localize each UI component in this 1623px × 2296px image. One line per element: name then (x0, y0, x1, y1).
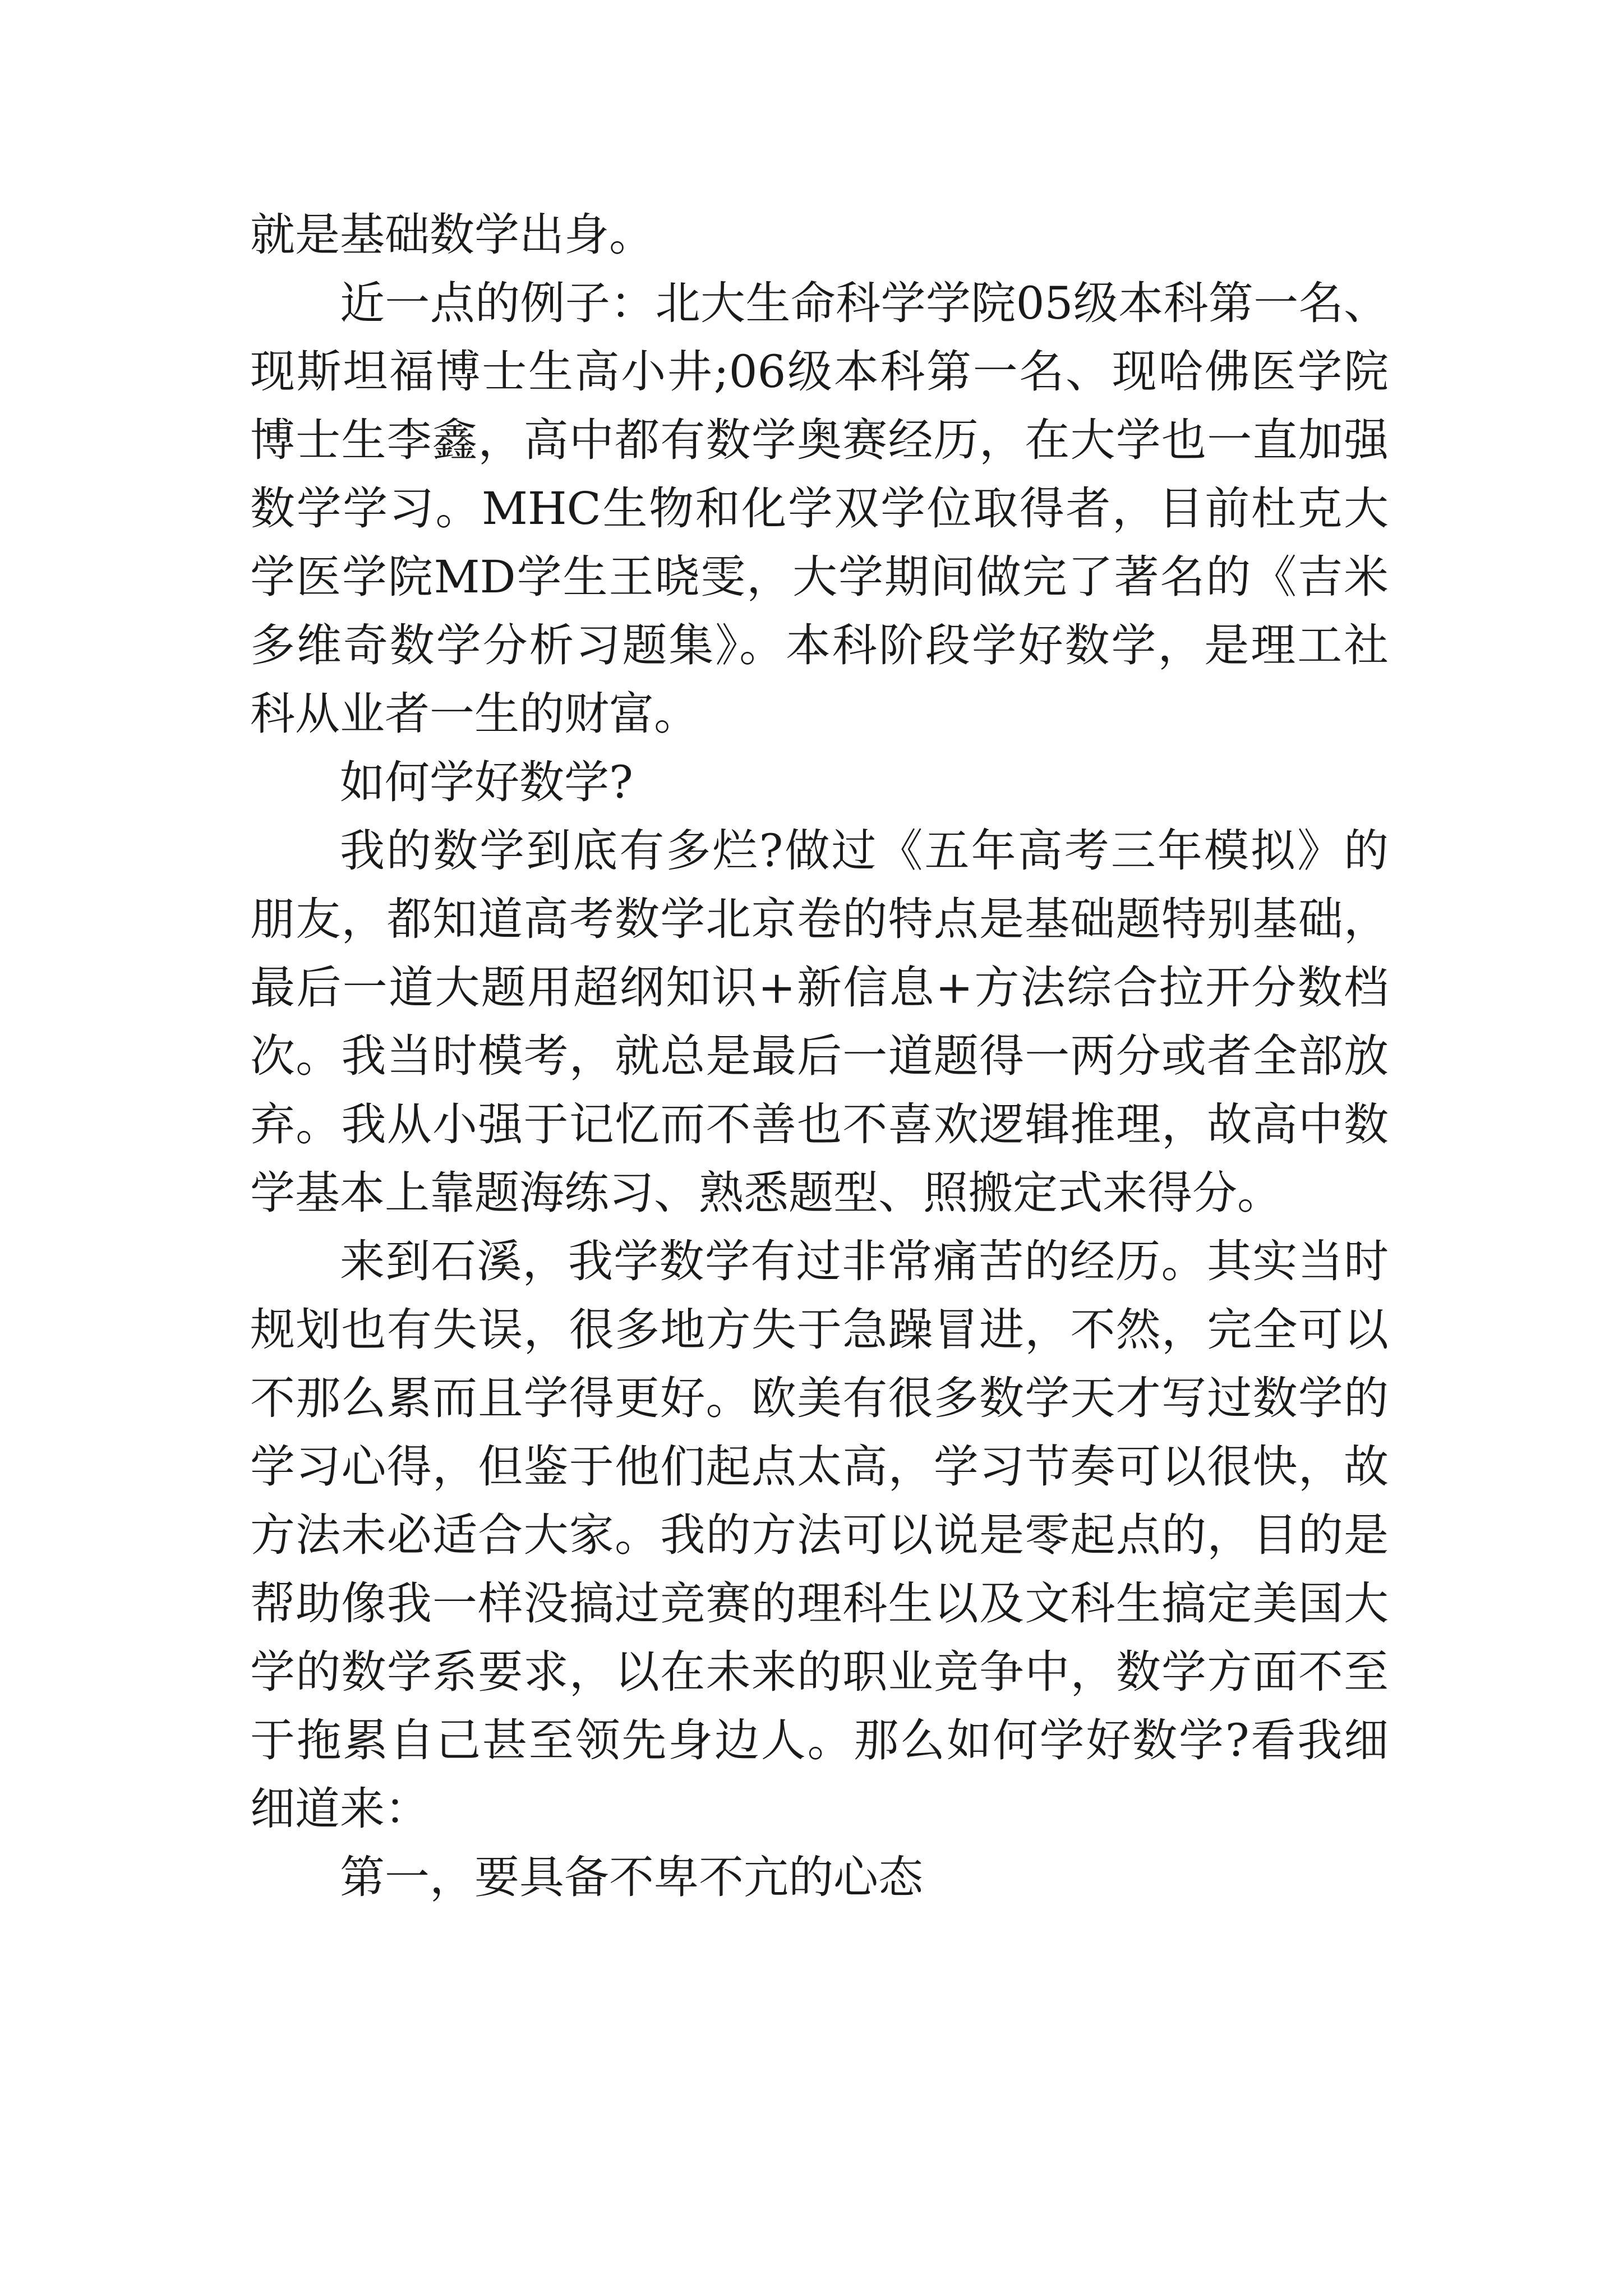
paragraph-experience: 来到石溪，我学数学有过非常痛苦的经历。其实当时规划也有失误，很多地方失于急躁冒进，不然，完全可以不那么累而且学得更好。欧美有很多数学天才写过数学的学习心得，但鉴于他们起点太高，学习节奏可以很快，故方法未必适合大家。我的方法可以说是零起点的，目的是帮助像我一样没搞过竞赛的理科生以及文科生搞定美国大学的数学系要求，以在未来的职业竞争中，数学方面不至于拖累自己甚至领先身边人。那么如何学好数学?看我细细道来： (250, 1235, 1389, 1835)
paragraph-background: 我的数学到底有多烂?做过《五年高考三年模拟》的朋友，都知道高考数学北京卷的特点是基础题特别基础，最后一道大题用超纲知识+新信息+方法综合拉开分数档次。我当时模考，就总是最后一道题得一两分或者全部放弃。我从小强于记忆而不善也不喜欢逻辑推理，故高中数学基本上靠题海练习、熟悉题型、照搬定式来得分。 (250, 825, 1389, 1219)
paragraph-heading-question: 如何学好数学? (340, 756, 633, 808)
paragraph-example: 近一点的例子：北大生命科学学院05级本科第一名、现斯坦福博士生高小井;06级本科第一名、现哈佛医学院博士生李鑫，高中都有数学奥赛经历，在大学也一直加强数学学习。MHC生物和化学双学位取得者，目前杜克大学医学院MD学生王晓雯，大学期间做完了著名的《吉米多维奇数学分析习题集》。本科阶段学好数学，是理工社科从业者一生的财富。 (250, 277, 1389, 740)
paragraph-continuation: 就是基础数学出身。 (250, 209, 654, 261)
paragraph-section-heading: 第一，要具备不卑不亢的心态 (340, 1851, 923, 1903)
document-body (250, 201, 1389, 1912)
